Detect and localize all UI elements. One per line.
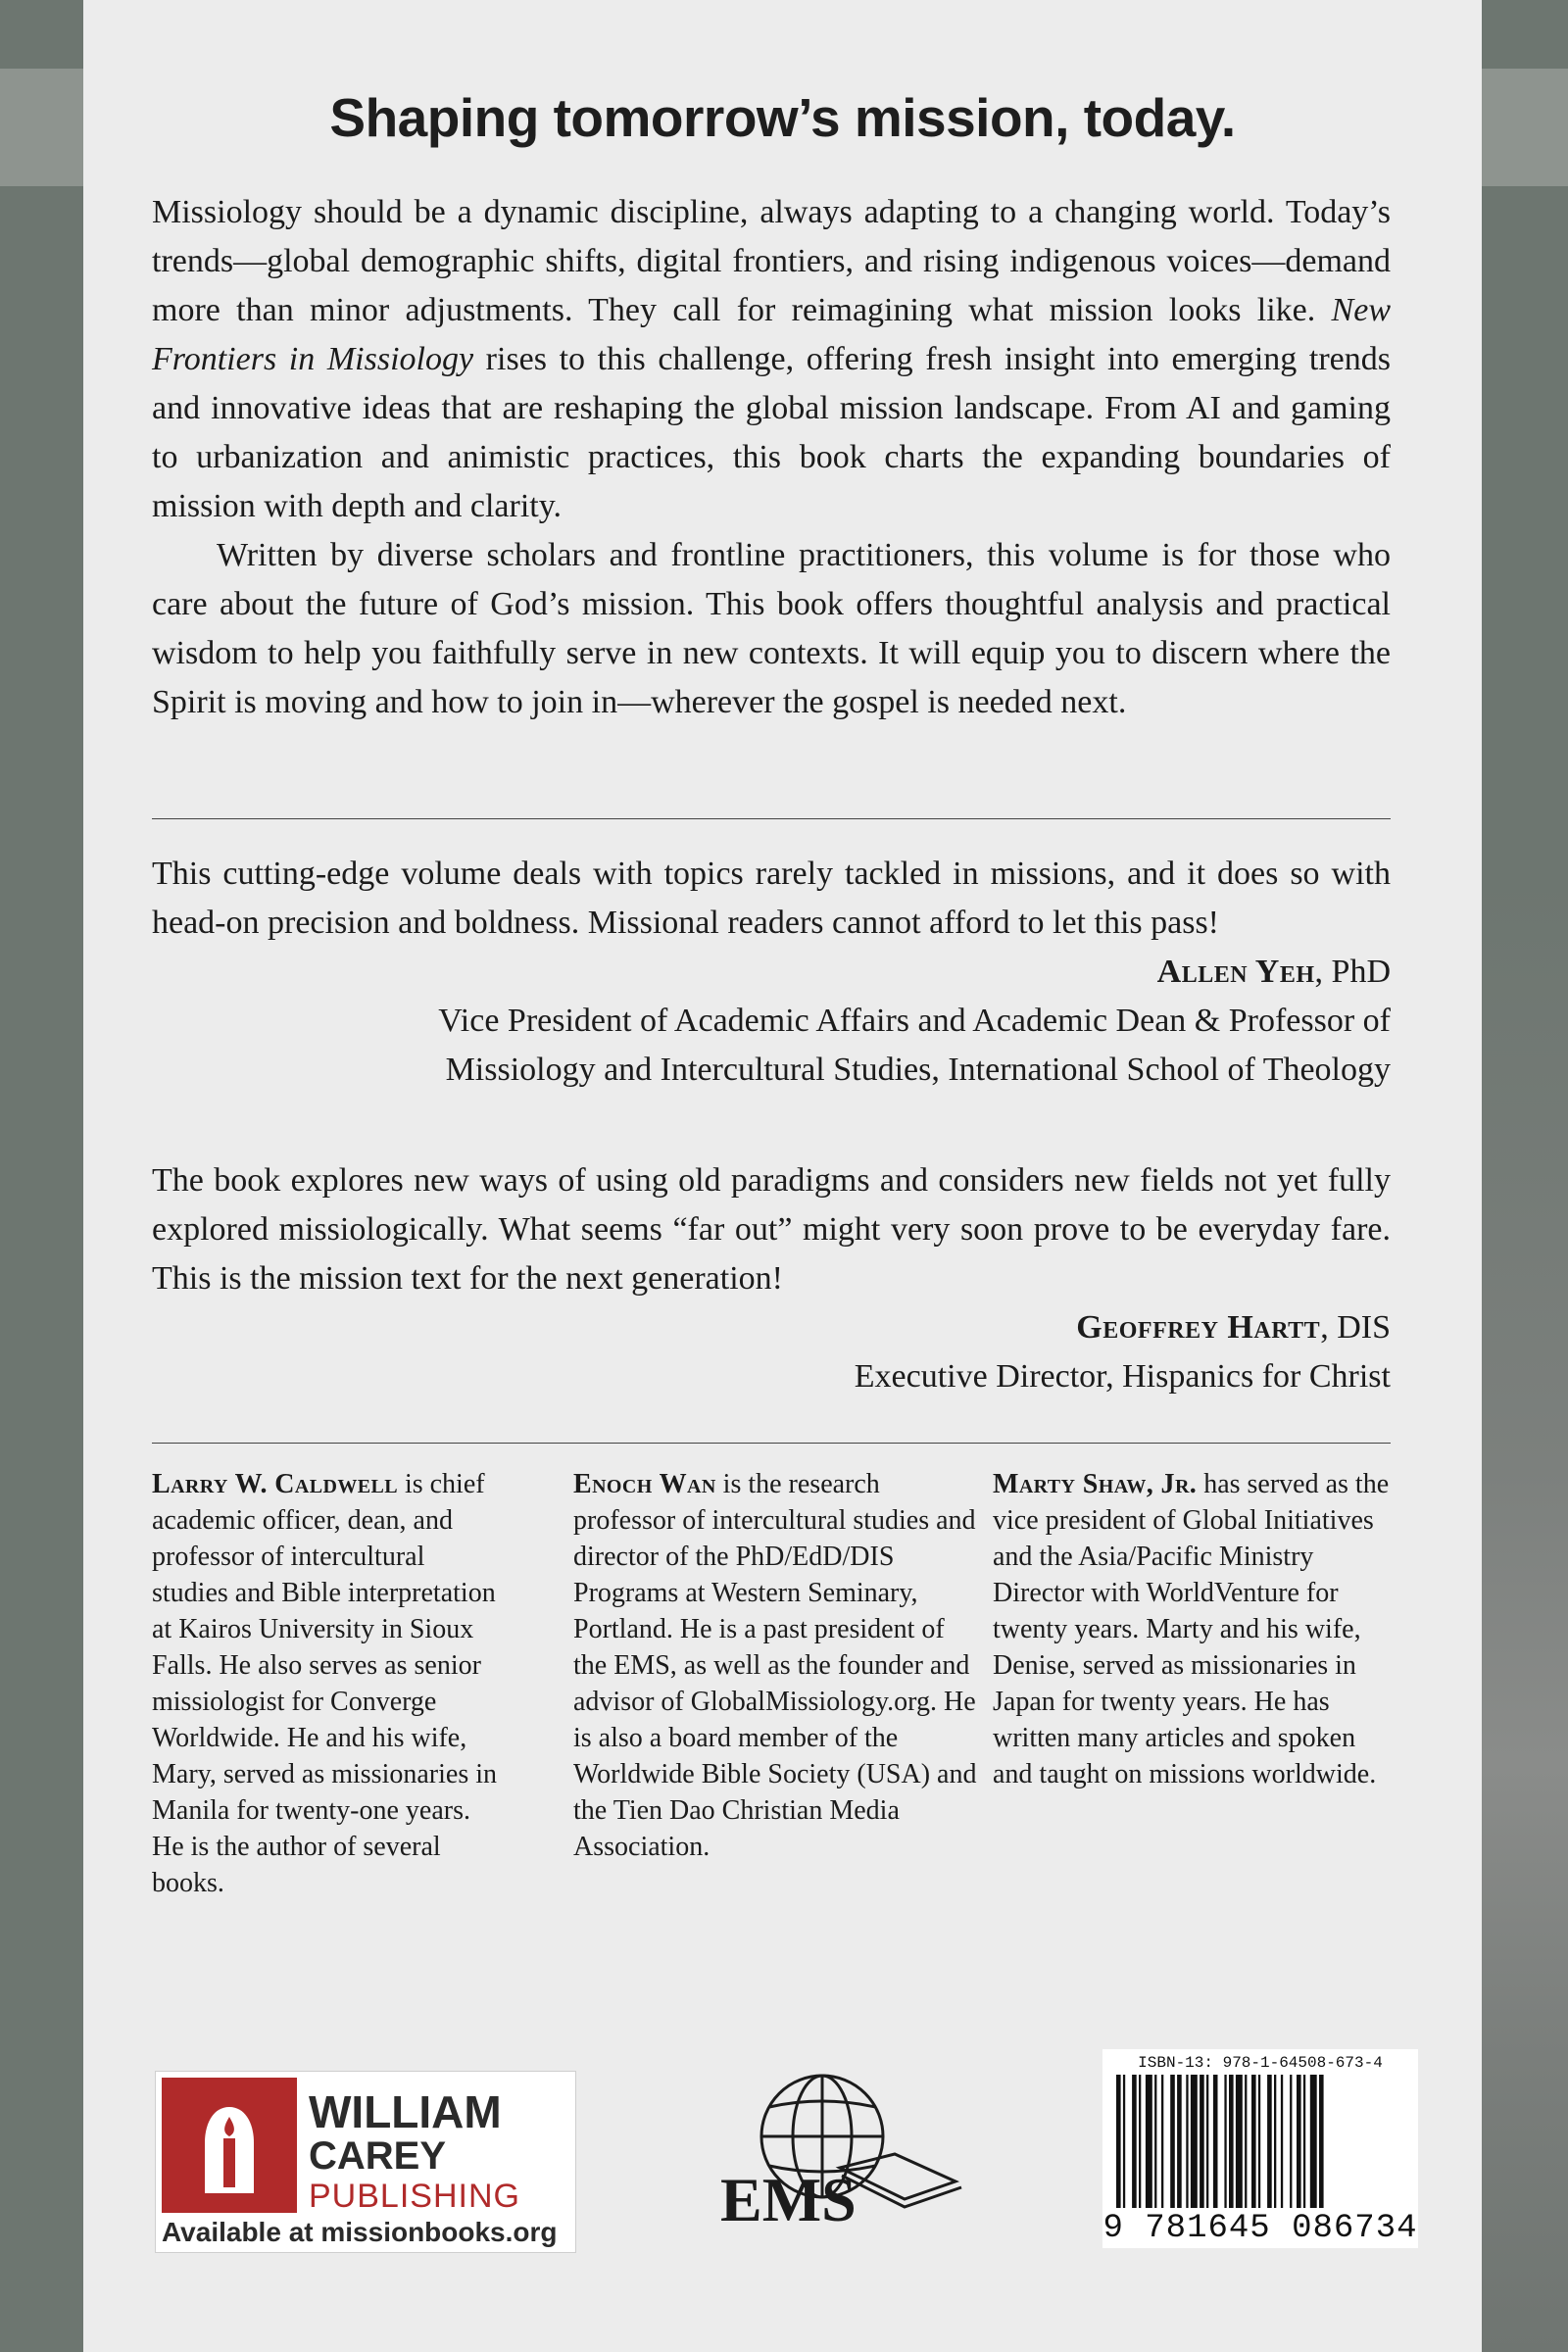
candle-icon bbox=[162, 2078, 297, 2213]
barcode-bar bbox=[1281, 2075, 1283, 2208]
ems-text: EMS bbox=[720, 2165, 857, 2232]
book-title: New Frontiers in Missiology bbox=[152, 292, 1391, 377]
endorser-name-text: Geoffrey Hartt bbox=[1076, 1309, 1321, 1346]
barcode-bar bbox=[1123, 2075, 1125, 2208]
barcode-bar bbox=[1274, 2075, 1276, 2208]
barcode-bar bbox=[1245, 2075, 1247, 2208]
ems-logo bbox=[712, 2066, 977, 2232]
barcode-bar bbox=[1267, 2075, 1272, 2208]
barcode-bar bbox=[1236, 2075, 1243, 2208]
publisher-availability: Available at missionbooks.org bbox=[162, 2217, 558, 2247]
barcode-bar bbox=[1132, 2075, 1137, 2208]
barcode-bar bbox=[1170, 2075, 1175, 2208]
divider-top bbox=[152, 818, 1391, 819]
book-description bbox=[152, 188, 1391, 727]
barcode-bar bbox=[1213, 2075, 1218, 2208]
endorsement-1 bbox=[152, 850, 1391, 1095]
barcode-bar bbox=[1116, 2075, 1121, 2208]
endorser-degree: , PhD bbox=[1314, 954, 1391, 990]
author-bio-text: has served as the vice president of Global Initiatives and the Asia/Pacific Ministry Director with WorldVenture for twenty years. Marty and his wife, Denise, served as missionaries in Japan for twenty years. He has written many articles and spoken and taught on missions worldwide. bbox=[993, 1469, 1390, 1789]
barcode-bar bbox=[1200, 2075, 1204, 2208]
barcode-bars bbox=[1102, 2075, 1418, 2212]
barcode-bar bbox=[1161, 2075, 1163, 2208]
author-bio-wan bbox=[573, 1466, 977, 1865]
endorser-name bbox=[152, 948, 1391, 997]
left-accent-band bbox=[0, 69, 83, 186]
right-accent-band bbox=[1482, 69, 1568, 186]
globe-book-icon bbox=[712, 2066, 977, 2232]
author-name: Enoch Wan bbox=[573, 1469, 716, 1499]
barcode-bar bbox=[1224, 2075, 1226, 2208]
author-bio-caldwell bbox=[152, 1466, 505, 1901]
author-name: Marty Shaw, Jr. bbox=[993, 1469, 1198, 1499]
barcode-bar bbox=[1251, 2075, 1256, 2208]
barcode-bar bbox=[1229, 2075, 1234, 2208]
endorser-title: Executive Director, Hispanics for Christ bbox=[854, 1358, 1391, 1395]
barcode-digits: 9 781645 086734 bbox=[1102, 2210, 1418, 2247]
author-bio-text: is chief academic officer, dean, and professor of intercultural studies and Bible interpretation at Kairos University in Sioux Falls. He also serves as senior missiologist for Converge Worldwide. He and his wife, Mary, served as missionaries in Manila for twenty-one years. He is the author of several books. bbox=[152, 1469, 497, 1898]
endorser-title: Vice President of Academic Affairs and Academic Dean & Professor of Missiology and Intercultural Studies, International School of Theology bbox=[438, 1003, 1391, 1088]
isbn-label: ISBN-13: 978-1-64508-673-4 bbox=[1138, 2054, 1383, 2072]
endorsement-quote: This cutting-edge volume deals with topics rarely tackled in missions, and it does so with head-on precision and boldness. Missional readers cannot afford to let this pass! bbox=[152, 856, 1391, 941]
barcode-bar bbox=[1154, 2075, 1156, 2208]
endorsement-quote: The book explores new ways of using old paradigms and considers new fields not yet fully explored missiologically. What seems “far out” might very soon prove to be everyday fare. This is the mission text for the next generation! bbox=[152, 1162, 1391, 1297]
headline: Shaping tomorrow’s mission, today. bbox=[329, 87, 1236, 148]
endorsement-2 bbox=[152, 1156, 1391, 1401]
barcode-bar bbox=[1290, 2075, 1292, 2208]
barcode-bar bbox=[1297, 2075, 1301, 2208]
barcode-bar bbox=[1319, 2075, 1324, 2208]
barcode-bar bbox=[1258, 2075, 1260, 2208]
isbn-barcode bbox=[1102, 2049, 1418, 2248]
publisher-line-3: PUBLISHING bbox=[309, 2178, 520, 2215]
description-p1-end: rises to this challenge, offering fresh insight into emerging trends and innovative ideas that are reshaping the global mission landscape. From AI and gaming to urbanization and animistic practices, this book charts the expanding boundaries of mission with depth and clarity. bbox=[152, 341, 1391, 524]
publisher-line-2: CAREY bbox=[309, 2134, 447, 2178]
publisher-line-1: WILLIAM bbox=[309, 2086, 502, 2137]
barcode-bar bbox=[1206, 2075, 1208, 2208]
endorser-name bbox=[152, 1303, 1391, 1352]
barcode-bar bbox=[1310, 2075, 1317, 2208]
background-smoke bbox=[1482, 882, 1568, 2352]
author-bio-text: is the research professor of intercultural studies and director of the PhD/EdD/DIS Programs at Western Seminary, Portland. He is a past president of the EMS, as well as the founder and advisor of GlobalMissiology.org. He is also a board member of the Worldwide Bible Society (USA) and the Tien Dao Christian Media Association. bbox=[573, 1469, 977, 1862]
author-name: Larry W. Caldwell bbox=[152, 1469, 398, 1499]
back-cover-panel bbox=[83, 0, 1482, 2352]
barcode-bar bbox=[1191, 2075, 1198, 2208]
description-paragraph-2: Written by diverse scholars and frontline practitioners, this volume is for those who care about the future of God’s mission. This book offers thoughtful analysis and practical wisdom to help you faithfully serve in new contexts. It will equip you to discern where the Spirit is moving and how to join in—wherever the gospel is needed next. bbox=[152, 537, 1391, 720]
endorser-degree: , DIS bbox=[1320, 1309, 1391, 1346]
author-bio-shaw bbox=[993, 1466, 1391, 1792]
author-bios bbox=[152, 1466, 1391, 1956]
endorser-name-text: Allen Yeh bbox=[1156, 954, 1315, 990]
barcode-bar bbox=[1146, 2075, 1152, 2208]
william-carey-publishing-logo bbox=[155, 2071, 576, 2253]
barcode-bar bbox=[1303, 2075, 1305, 2208]
barcode-bar bbox=[1139, 2075, 1141, 2208]
barcode-bar bbox=[1186, 2075, 1188, 2208]
barcode-bar bbox=[1177, 2075, 1182, 2208]
divider-bottom bbox=[152, 1443, 1391, 1444]
description-p1-start: Missiology should be a dynamic discipline, always adapting to a changing world. Today’s trends—global demographic shifts, digital frontiers, and rising indigenous voices—demand more than minor adjustments. They call for reimagining what mission looks like. bbox=[152, 194, 1391, 328]
description-paragraph-1 bbox=[152, 188, 1391, 531]
